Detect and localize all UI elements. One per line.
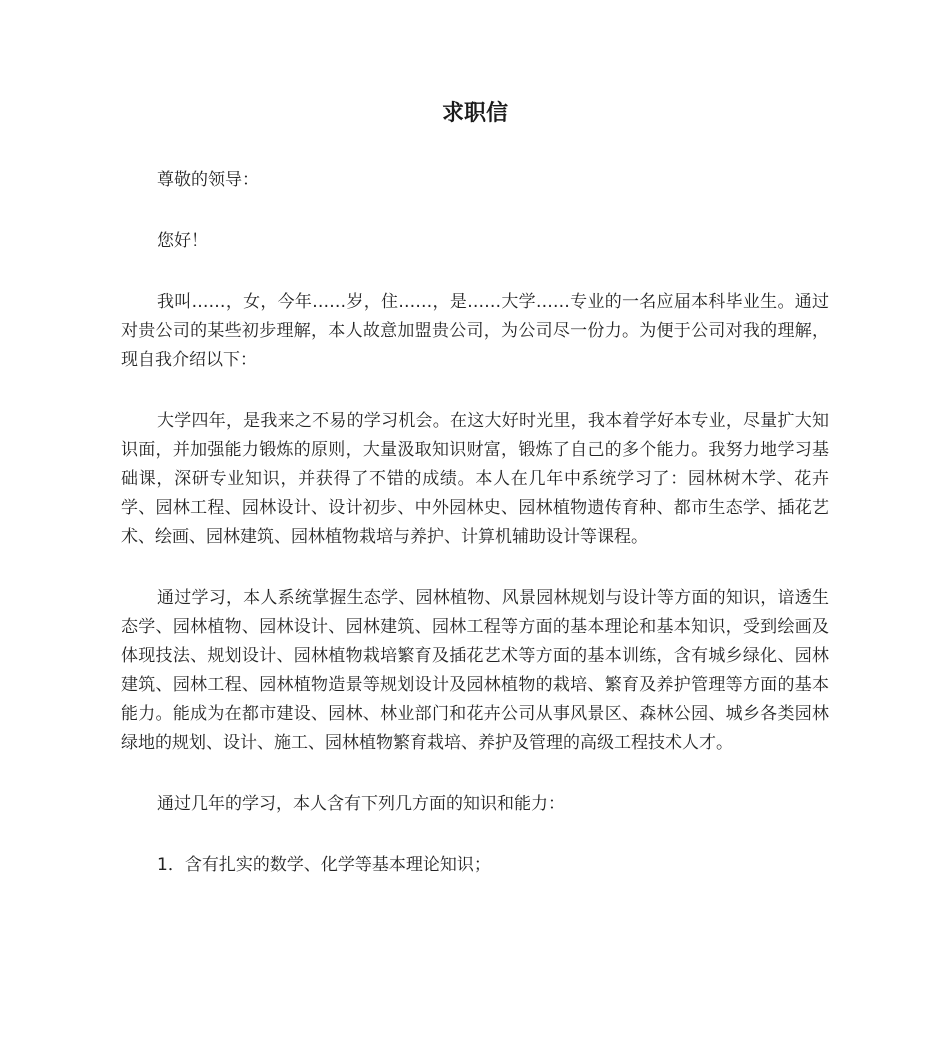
paragraph-intro: 我叫……，女，今年……岁，住……，是……大学……专业的一名应届本科毕业生。通过对贵公司的某些初步理解，本人故意加盟贵公司，为公司尽一份力。为便于公司对我的理解，现自我介绍以下： — [121, 292, 829, 370]
paragraph-abilities-intro: 通过几年的学习，本人含有下列几方面的知识和能力： — [157, 794, 565, 814]
document-title: 求职信 — [441, 101, 508, 126]
document-body — [121, 166, 829, 912]
salutation: 尊敬的领导： — [157, 170, 259, 190]
paragraph-university: 大学四年，是我来之不易的学习机会。在这大好时光里，我本着学好本专业，尽量扩大知识面，并加强能力锻炼的原则，大量汲取知识财富，锻炼了自己的多个能力。我努力地学习基础课，深研专业知识，并获得了不错的成绩。本人在几年中系统学习了：园林树木学、花卉学、园林工程、园林设计、设计初步、中外园林史、园林植物遗传育种、都市生态学、插花艺术、绘画、园林建筑、园林植物栽培与养护、计算机辅助设计等课程。 — [121, 411, 829, 547]
greeting: 您好！ — [157, 231, 208, 251]
list-item-1: 1．含有扎实的数学、化学等基本理论知识； — [157, 855, 491, 875]
paragraph-knowledge: 通过学习，本人系统掌握生态学、园林植物、风景园林规划与设计等方面的知识，谙透生态学、园林植物、园林设计、园林建筑、园林工程等方面的基本理论和基本知识，受到绘画及体现技法、规划设计、园林植物栽培繁育及插花艺术等方面的基本训练，含有城乡绿化、园林建筑、园林工程、园林植物造景等规划设计及园林植物的栽培、繁育及养护管理等方面的基本能力。能成为在都市建设、园林、林业部门和花卉公司从事风景区、森林公园、城乡各类园林绿地的规划、设计、施工、园林植物繁育栽培、养护及管理的高级工程技术人才。 — [121, 588, 829, 753]
